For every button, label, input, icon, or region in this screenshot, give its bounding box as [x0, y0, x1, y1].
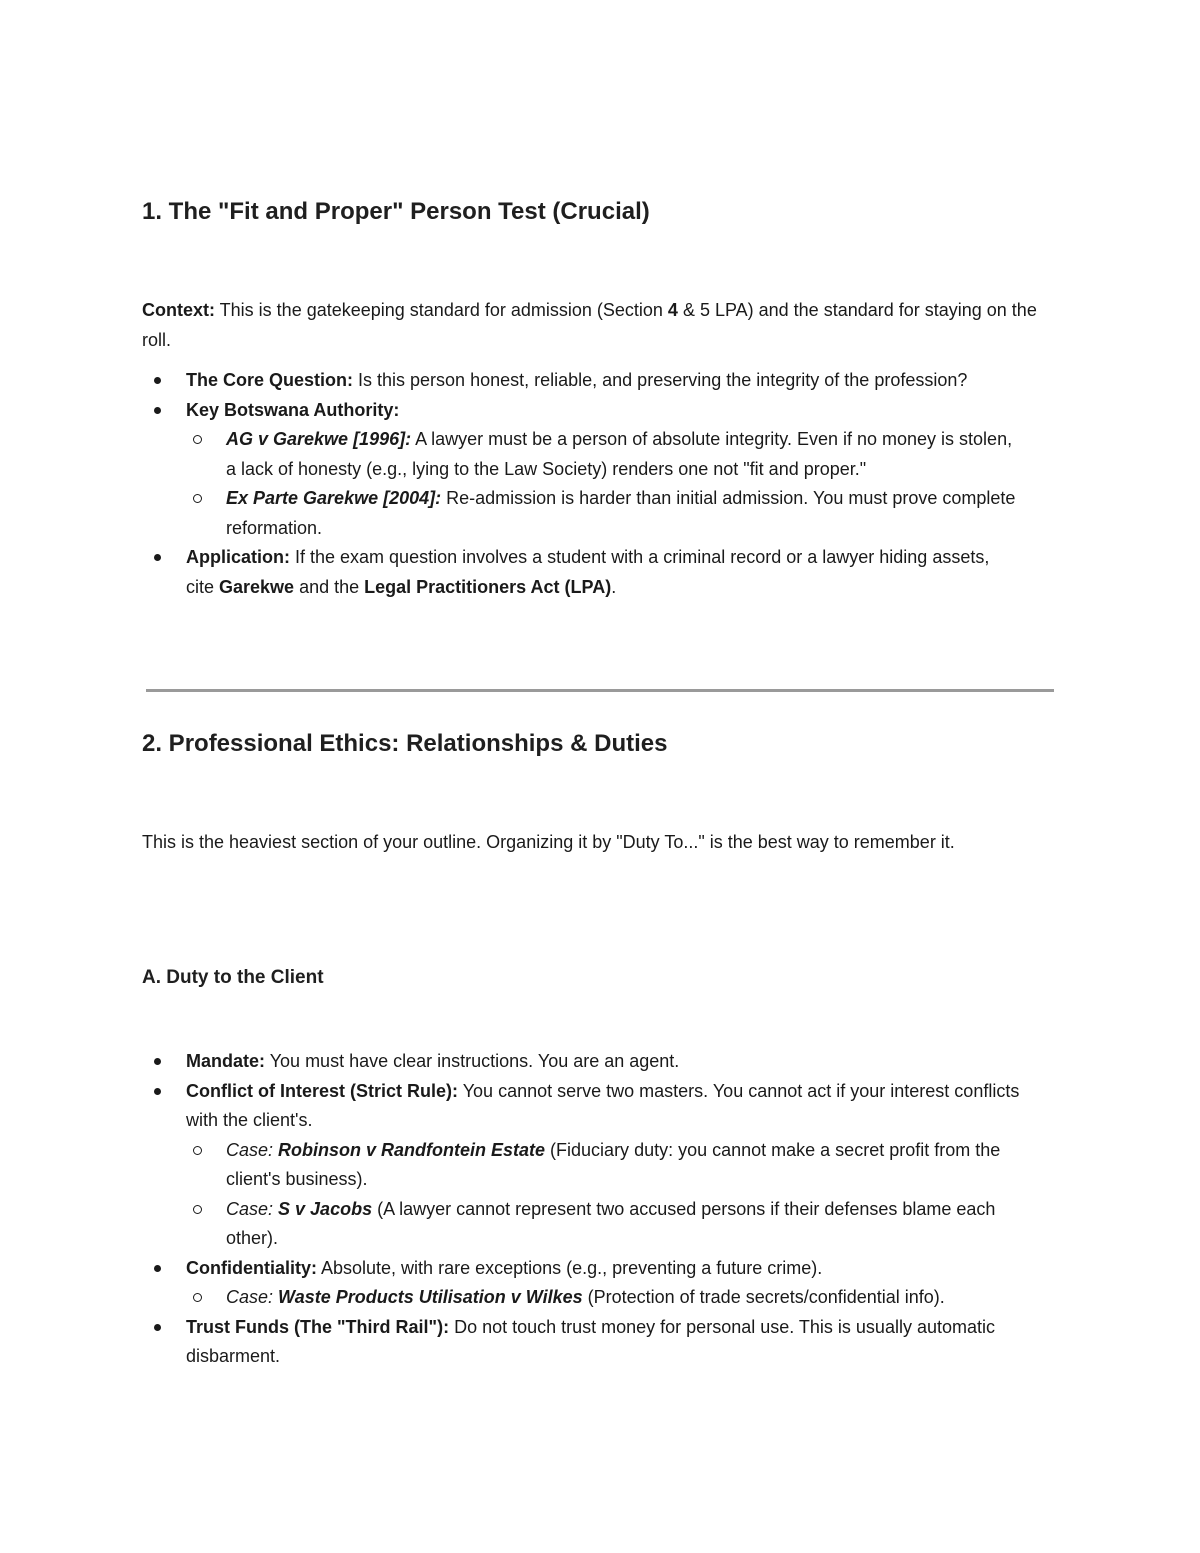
case1-text: A lawyer must be a person of absolute integrity. Even if no money is stolen, a lack of honesty (e.g., lying to the Law Society) renders one not "fit and proper." — [226, 429, 1013, 479]
case-prefix: Case: — [226, 1198, 279, 1219]
section-2-intro: This is the heaviest section of your outline. Organizing it by "Duty To..." is the best way to remember it. — [142, 832, 955, 852]
confidentiality-text: Absolute, with rare exceptions (e.g., preventing a future crime). — [317, 1257, 823, 1278]
list-item-conflict — [142, 1077, 1022, 1254]
list-item-case-ag-garekwe — [186, 425, 1022, 484]
bullet-icon — [154, 1265, 161, 1272]
bullet-icon — [154, 554, 161, 561]
authority-sublist — [186, 425, 1022, 543]
bullet-icon — [154, 407, 161, 414]
context-bold: 4 — [667, 300, 678, 320]
case2-name: Ex Parte Garekwe [2004]: — [226, 488, 442, 508]
context-text-a: This is the gatekeeping standard for admission (Section — [215, 300, 668, 320]
robinson-text: (Fiduciary duty: you cannot make a secret profit from the client's business). — [226, 1139, 1001, 1189]
application-text-a: If the exam question involves a student with a criminal record or a lawyer hiding assets, cite — [186, 547, 990, 597]
core-text: Is this person honest, reliable, and preserving the integrity of the profession? — [353, 370, 968, 390]
trust-label: Trust Funds (The "Third Rail"): — [186, 1316, 450, 1337]
hollow-bullet-icon — [193, 1205, 202, 1214]
list-item-case-robinson — [186, 1136, 1022, 1195]
core-label: The Core Question: — [186, 370, 354, 390]
section-2-list — [142, 1047, 1022, 1372]
application-text-c: . — [611, 576, 617, 597]
case-prefix: Case: — [226, 1139, 279, 1160]
confidentiality-label: Confidentiality: — [186, 1257, 317, 1278]
hollow-bullet-icon — [193, 494, 202, 503]
wilkes-name: Waste Products Utilisation v Wilkes — [278, 1287, 583, 1307]
list-item-trust-funds — [142, 1313, 1022, 1372]
robinson-name: Robinson v Randfontein Estate — [278, 1139, 546, 1160]
list-item-case-ex-parte-garekwe — [186, 484, 1022, 543]
list-item-case-jacobs — [186, 1195, 1022, 1254]
context-paragraph — [142, 296, 1057, 355]
bullet-icon — [154, 377, 161, 384]
context-label: Context: — [142, 300, 215, 320]
hollow-bullet-icon — [193, 1293, 202, 1302]
conflict-text: You cannot serve two masters. You cannot act if your interest conflicts with the client's. — [186, 1080, 1020, 1130]
section-1-heading: 1. The "Fit and Proper" Person Test (Crucial) — [142, 198, 650, 225]
application-bold-a: Garekwe — [219, 576, 295, 597]
conflict-label: Conflict of Interest (Strict Rule): — [186, 1080, 459, 1101]
mandate-text: You must have clear instructions. You are an agent. — [265, 1051, 680, 1071]
jacobs-text: (A lawyer cannot represent two accused persons if their defenses blame each other). — [226, 1198, 996, 1248]
bullet-icon — [154, 1058, 161, 1065]
list-item-authority — [142, 396, 1022, 544]
confidentiality-sublist — [186, 1283, 1022, 1313]
list-item-application — [142, 543, 1022, 602]
jacobs-name: S v Jacobs — [278, 1198, 373, 1219]
case-prefix: Case: — [226, 1287, 279, 1307]
list-item-mandate — [142, 1047, 1022, 1077]
subheading-duty-to-client: A. Duty to the Client — [142, 967, 324, 988]
application-label: Application: — [186, 547, 290, 567]
trust-text: Do not touch trust money for personal use. This is usually automatic disbarment. — [186, 1316, 995, 1366]
case1-name: AG v Garekwe [1996]: — [226, 429, 412, 449]
application-bold-b: Legal Practitioners Act (LPA) — [364, 576, 612, 597]
authority-label: Key Botswana Authority: — [186, 399, 400, 420]
list-item-case-wilkes — [186, 1283, 1022, 1313]
application-text-b: and the — [294, 576, 365, 597]
section-2-heading: 2. Professional Ethics: Relationships & Duties — [142, 730, 668, 757]
conflict-sublist — [186, 1136, 1022, 1254]
hollow-bullet-icon — [193, 435, 202, 444]
list-item-core-question — [142, 366, 1022, 396]
bullet-icon — [154, 1088, 161, 1095]
context-text-b: & 5 LPA) and the standard for staying on the roll. — [142, 300, 1037, 350]
horizontal-divider — [146, 689, 1054, 692]
bullet-icon — [154, 1324, 161, 1331]
hollow-bullet-icon — [193, 1146, 202, 1155]
wilkes-text: (Protection of trade secrets/confidential info). — [582, 1287, 945, 1307]
case2-text: Re-admission is harder than initial admission. You must prove complete reformation. — [226, 488, 1016, 538]
list-item-confidentiality — [142, 1254, 1022, 1313]
mandate-label: Mandate: — [186, 1051, 266, 1071]
section-1-list — [142, 366, 1022, 602]
